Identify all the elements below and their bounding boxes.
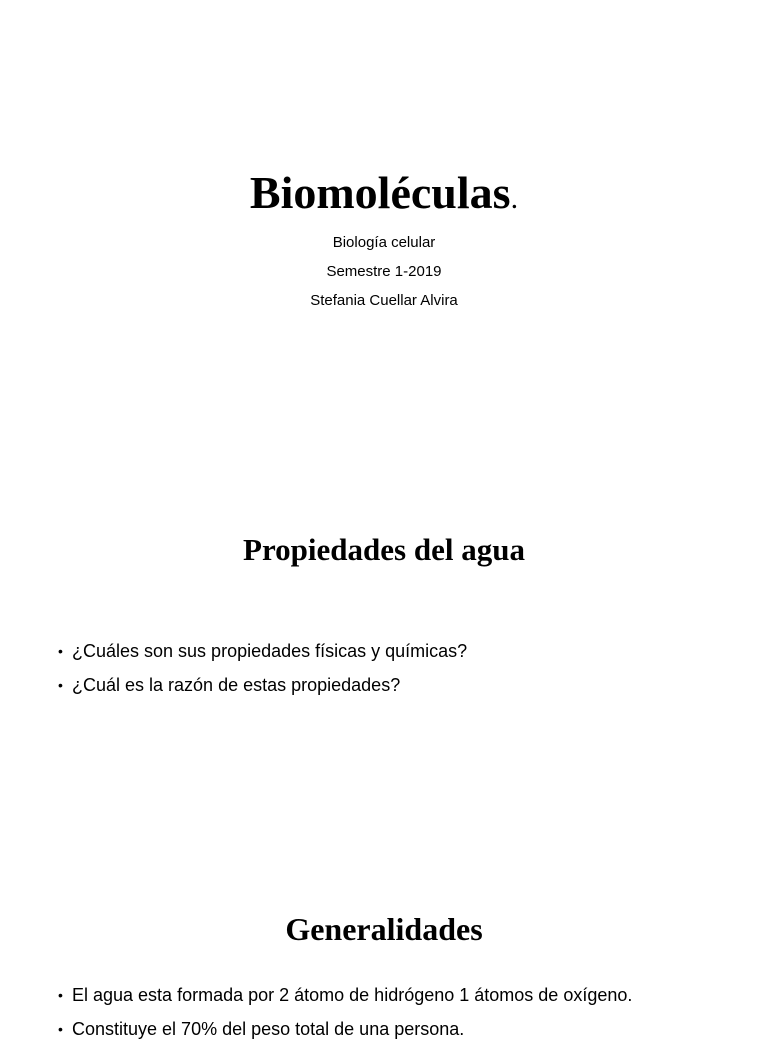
list-item-text: El agua esta formada por 2 átomo de hidrógeno 1 átomos de oxígeno. [72,985,633,1005]
list-item-text: ¿Cuáles son sus propiedades físicas y químicas? [72,641,468,661]
bullet-icon: • [58,677,63,693]
list-item [58,1012,748,1046]
title-text: Biomoléculas [249,167,511,218]
slide-generalities [0,864,768,1039]
author-name: Stefania Cuellar Alvira [310,292,458,309]
list-item [58,668,748,702]
slide-2-title: Propiedades del agua [243,532,525,567]
list-item [58,634,748,668]
bullet-list [58,634,748,702]
title-suffix: . [510,182,519,215]
slide-water-properties [0,432,768,864]
bullet-icon: • [58,987,63,1003]
semester: Semestre 1-2019 [326,263,442,280]
slide-3-title: Generalidades [285,911,483,947]
subtitle-block [0,228,768,315]
bullet-icon: • [58,643,63,659]
list-item [58,978,748,1012]
list-item-text: Constituye el 70% del peso total de una persona. [72,1019,465,1039]
slide-title [0,0,768,432]
bullet-list [58,978,748,1046]
slide-1-title [0,168,768,224]
course-name: Biología celular [332,234,436,251]
list-item-text: ¿Cuál es la razón de estas propiedades? [72,675,401,695]
bullet-icon: • [58,1021,63,1037]
